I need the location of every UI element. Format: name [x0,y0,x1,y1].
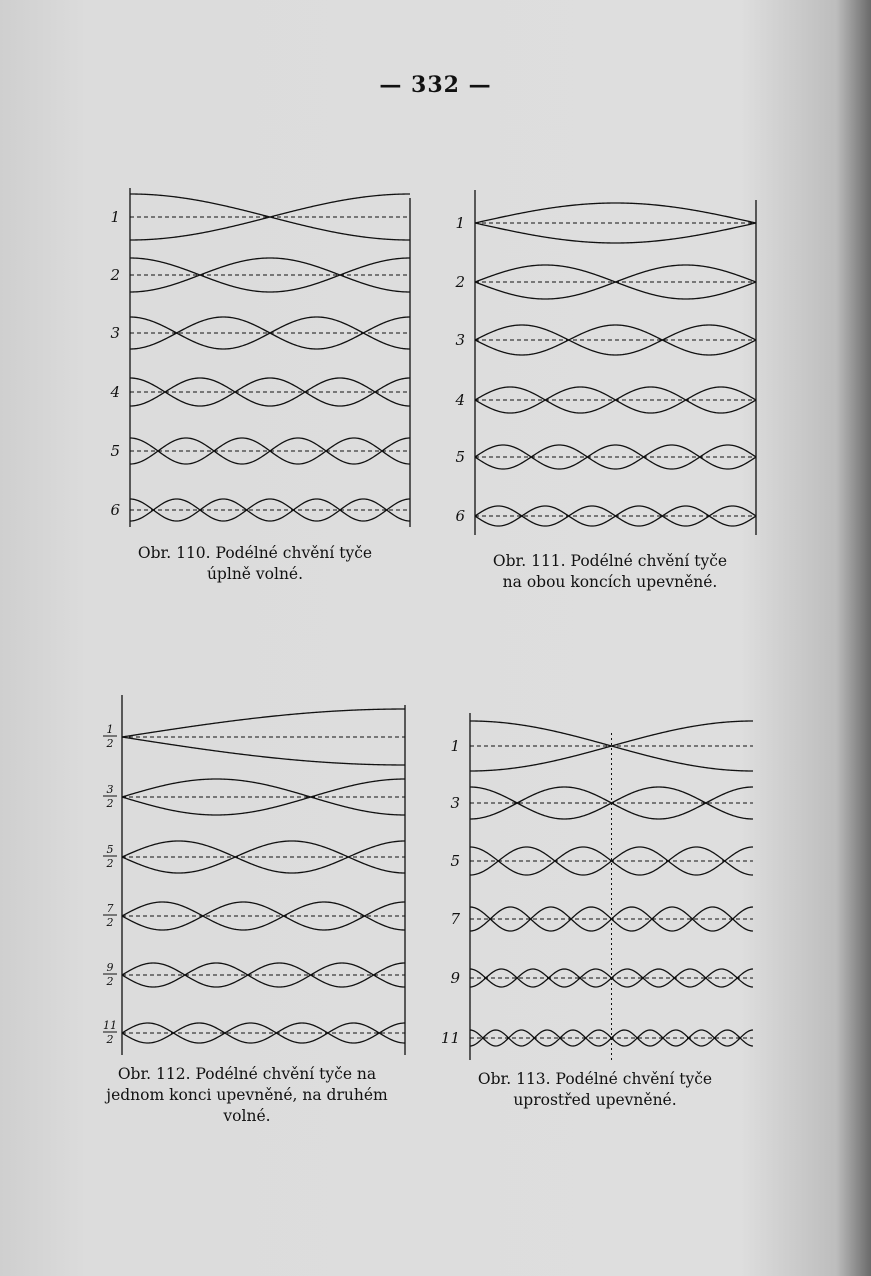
figure-112-caption [92,1064,402,1127]
figure-110-caption-line1: Obr. 110. Podélné chvění tyče [137,544,373,562]
mode-number-label: 1 [455,214,465,232]
figure-110-diagram [100,180,430,530]
mode-number-label: 3 [450,794,460,812]
mode-number-label: 9 [450,969,460,987]
figure-112-caption-line3: volné. [223,1107,271,1125]
mode-row-4 [450,907,753,931]
figure-111-diagram [448,185,778,535]
mode-number-label: 1 [450,737,460,755]
wave-envelope-lower [475,223,756,243]
figure-113-diagram [440,705,770,1065]
mode-row-2 [109,258,410,292]
mode-fraction-denominator: 2 [106,916,114,929]
figure-112-caption-line1: Obr. 112. Podélné chvění tyče na [117,1065,377,1083]
figure-112-caption-line2: jednom konci upevněné, na druhém [106,1086,388,1104]
mode-row-3 [455,325,756,355]
wave-envelope-upper [475,203,756,223]
mode-fraction-numerator: 7 [106,902,114,915]
mode-fraction-numerator: 9 [106,961,114,974]
mode-row-1 [103,709,405,765]
mode-row-1 [455,203,756,243]
mode-fraction-denominator: 2 [106,737,114,750]
mode-row-1 [110,194,410,240]
mode-number-label: 5 [110,442,120,460]
mode-row-4 [454,387,756,413]
figure-111-caption-line2: na obou koncích upevněné. [502,573,718,591]
mode-row-4 [103,902,405,930]
figure-113-caption [450,1069,740,1111]
mode-number-label: 2 [455,273,465,291]
figure-111-caption-line1: Obr. 111. Podélné chvění tyče [492,552,728,570]
mode-number-label: 6 [455,507,465,525]
mode-row-3 [450,847,753,875]
mode-fraction-denominator: 2 [106,797,114,810]
mode-row-6 [110,499,410,521]
mode-fraction-numerator: 3 [106,783,114,796]
mode-row-6 [455,506,756,526]
mode-number-label: 5 [450,852,460,870]
mode-number-label: 6 [110,501,120,519]
mode-number-label: 7 [450,910,460,928]
mode-row-3 [103,841,405,873]
mode-fraction-denominator: 2 [106,975,114,988]
wave-envelope-upper [122,709,405,737]
mode-number-label: 3 [110,324,120,342]
mode-fraction-numerator: 11 [103,1019,117,1032]
mode-number-label: 11 [440,1029,460,1047]
mode-row-2 [450,787,753,819]
mode-row-6 [103,1019,405,1046]
mode-row-5 [110,438,410,464]
mode-row-1 [450,721,753,771]
mode-row-2 [454,265,756,299]
figure-110-caption-line2: úplně volné. [206,565,304,583]
mode-row-5 [455,445,756,469]
mode-number-label: 2 [110,266,120,284]
figure-110-caption [110,543,400,585]
mode-fraction-denominator: 2 [106,857,114,870]
figure-113-caption-line1: Obr. 113. Podélné chvění tyče [477,1070,713,1088]
mode-fraction-numerator: 5 [106,843,114,856]
mode-row-2 [103,779,405,815]
mode-row-6 [441,1029,753,1047]
figure-111-caption [465,551,755,593]
mode-fraction-numerator: 1 [106,723,114,736]
mode-row-3 [110,317,410,349]
mode-number-label: 1 [110,208,120,226]
mode-number-label: 4 [110,383,120,401]
wave-envelope-lower [122,737,405,765]
figure-113-caption-line2: uprostřed upevněné. [513,1091,677,1109]
page-number: — 332 — [379,72,492,98]
mode-fraction-denominator: 2 [106,1033,114,1046]
figure-112-diagram [92,690,422,1060]
mode-number-label: 4 [455,391,465,409]
mode-row-4 [109,378,410,406]
mode-number-label: 3 [455,331,465,349]
mode-row-5 [450,969,753,987]
mode-row-5 [103,961,405,988]
mode-number-label: 5 [455,448,465,466]
